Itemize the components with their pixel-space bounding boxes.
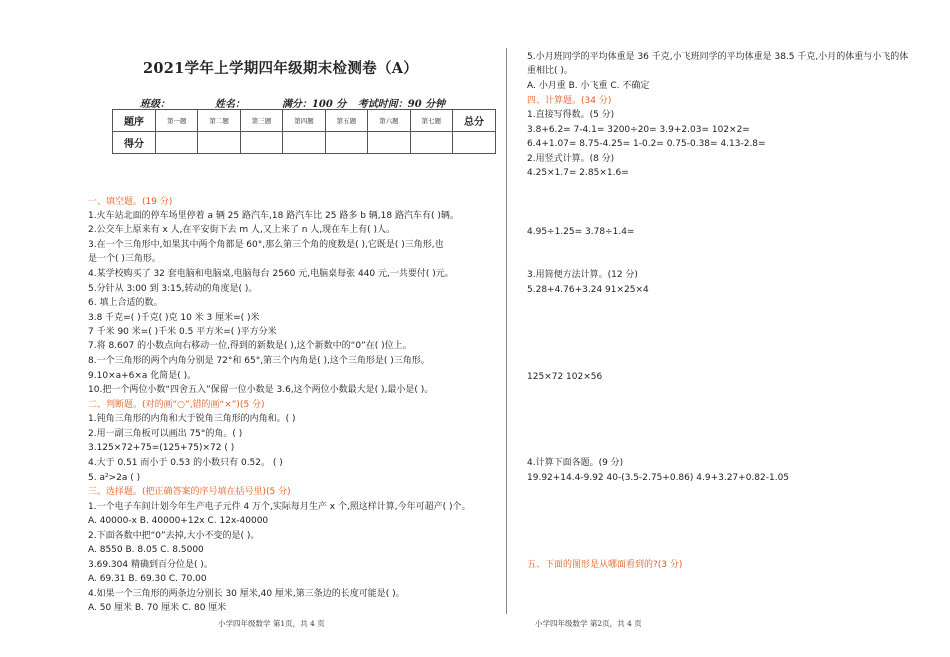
question: 2.公交车上原来有 x 人,在平安街下去 m 人,又上来了 n 人,现在车上有( )人。: [88, 225, 396, 235]
page-footer: 小学四年级数学 第2页，共 4 页: [535, 619, 642, 628]
question: 是一个( )三角形。: [88, 254, 161, 264]
section-4-heading: 四、计算题。(34 分): [527, 96, 612, 106]
question: 1.一个电子车间计划今年生产电子元件 4 万个,实际每月生产 x 个,照这样计算,今年可超产( )个。: [88, 502, 471, 512]
score-cell: 第七题: [410, 110, 452, 132]
question: 1.直接写得数。(5 分): [527, 110, 615, 120]
score-cell: 第六题: [368, 110, 410, 132]
score-table-header-row: [113, 110, 496, 132]
class-label: 班级：: [140, 99, 170, 110]
calc-row: 4.95÷1.25= 3.78÷1.4=: [527, 227, 635, 237]
calc-row: 4.25×1.7= 2.85×1.6=: [527, 168, 629, 178]
options: A. 40000-x B. 40000+12x C. 12x-40000: [88, 516, 269, 526]
options: A. 50 厘米 B. 70 厘米 C. 80 厘米: [88, 603, 227, 613]
question: 10.把一个两位小数“四舍五入”保留一位小数是 3.6,这个两位小数最大是( ),最小是( )。: [88, 385, 434, 395]
question: 8.一个三角形的两个内角分别是 72°和 65°,第三个内角是( ),这个三角形是( )三角形。: [88, 356, 430, 366]
score-cell: 第二题: [198, 110, 240, 132]
question: 7 千米 90 米=( )千米 0.5 平方米=( )平方分米: [88, 327, 277, 337]
question: 4.计算下面各题。(9 分): [527, 458, 624, 468]
name-label: 姓名：: [214, 99, 245, 110]
question: 3.125×72+75=(125+75)×72 ( ): [88, 443, 235, 453]
score-cell: 第一题: [156, 110, 198, 132]
exam-time-label: 考试时间：90 分钟: [357, 99, 446, 110]
question: 3.8 千克=( )千克( )克 10 米 3 厘米=( )米: [88, 313, 260, 323]
score-entry[interactable]: [453, 132, 496, 154]
question: 3.用简便方法计算。(12 分): [527, 270, 638, 280]
section-5-heading: 五、下面的图形是从哪面看到的?(3 分): [527, 560, 683, 570]
exam-meta: [140, 95, 453, 110]
score-cell: 题序: [113, 110, 156, 132]
question: 1.火车站北面的停车场里停着 a 辆 25 路汽车,18 路汽车比 25 路多 b 辆,18 路汽车有( )辆。: [88, 211, 459, 221]
question: 6. 填上合适的数。: [88, 298, 163, 308]
page-footer: 小学四年级数学 第1页，共 4 页: [218, 619, 325, 628]
question: 9.10×a+6×a 化简是( )。: [88, 371, 197, 381]
options: A. 8550 B. 8.05 C. 8.5000: [88, 545, 204, 555]
question: 4.如果一个三角形的两条边分别长 30 厘米,40 厘米,第三条边的长度可能是( )。: [88, 589, 405, 599]
section-3-heading: 三、选择题。(把正确答案的序号填在括号里)(5 分): [88, 487, 291, 497]
question: 7.将 8.607 的小数点向右移动一位,得到的新数是( ),这个新数中的“0”在( )位上。: [88, 341, 412, 351]
score-entry[interactable]: [156, 132, 198, 154]
question: 5.小月班同学的平均体重是 36 千克,小飞班同学的平均体重是 38.5 千克,小月的体重与小飞的体: [527, 52, 909, 62]
question: 5.分针从 3:00 到 3:15,转动的角度是( )。: [88, 284, 258, 294]
full-score-label: 满分：100 分: [281, 99, 347, 110]
page-2: [510, 0, 950, 657]
score-table: [112, 109, 496, 154]
question: 4.某学校购买了 32 套电脑和电脑桌,电脑每台 2560 元,电脑桌每张 440 元,一共要付( )元。: [88, 269, 454, 279]
question: 3.在一个三角形中,如果其中两个角都是 60°,那么第三个角的度数是( ),它既是( )三角形,也: [88, 240, 444, 250]
question: 5. a²>2a ( ): [88, 473, 141, 483]
question: 4.大于 0.51 而小于 0.53 的小数只有 0.52。 ( ): [88, 458, 283, 468]
question: 2.用一副三角板可以画出 75°的角。( ): [88, 429, 243, 439]
question: 2.下面各数中把“0”去掉,大小不变的是( )。: [88, 531, 260, 541]
score-entry[interactable]: [198, 132, 240, 154]
score-cell: 总分: [453, 110, 496, 132]
options: A. 69.31 B. 69.30 C. 70.00: [88, 574, 207, 584]
calc-row: 3.8+6.2= 7-4.1= 3200÷20= 3.9+2.03= 102×2=: [527, 125, 750, 135]
score-entry[interactable]: [368, 132, 410, 154]
score-table-score-row: [113, 132, 496, 154]
section-2-heading: 二、判断题。(对的画“○”,错的画“×”)(5 分): [88, 400, 265, 410]
score-entry[interactable]: [283, 132, 325, 154]
options: A. 小月重 B. 小飞重 C. 不确定: [527, 81, 650, 91]
exam-title: 2021学年上学期四年级期末检测卷（A）: [143, 60, 419, 77]
calc-row: 125×72 102×56: [527, 372, 603, 382]
calc-row: 5.28+4.76+3.24 91×25×4: [527, 285, 649, 295]
section-1-heading: 一、填空题。(19 分): [88, 197, 173, 207]
score-cell: 得分: [113, 132, 156, 154]
score-entry[interactable]: [240, 132, 282, 154]
question: 3.69.304 精确到百分位是( )。: [88, 560, 213, 570]
question: 重相比( )。: [527, 66, 573, 76]
score-entry[interactable]: [325, 132, 367, 154]
question: 2.用竖式计算。(8 分): [527, 154, 615, 164]
score-cell: 第四题: [283, 110, 325, 132]
score-cell: 第三题: [240, 110, 282, 132]
score-cell: 第五题: [325, 110, 367, 132]
calc-row: 19.92+14.4-9.92 40-(3.5-2.75+0.86) 4.9+3.27+0.82-1.05: [527, 473, 790, 483]
page-divider: [506, 48, 507, 614]
score-entry[interactable]: [410, 132, 452, 154]
question: 1.钝角三角形的内角和大于锐角三角形的内角和。( ): [88, 414, 296, 424]
calc-row: 6.4+1.07= 8.75-4.25= 1-0.2= 0.75-0.38= 4.13-2.8=: [527, 139, 766, 149]
